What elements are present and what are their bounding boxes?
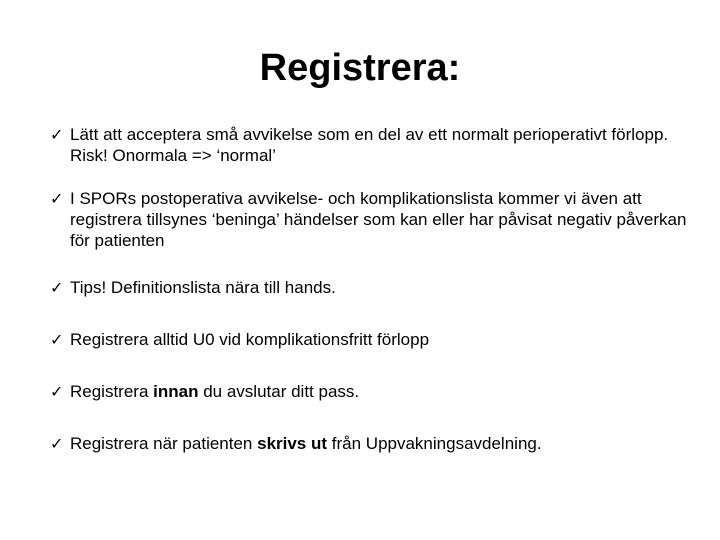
bullet-item bbox=[50, 433, 690, 454]
bullet-emphasis: innan bbox=[153, 382, 199, 401]
checkmark-icon: ✓ bbox=[50, 330, 64, 349]
bullet-text: Lätt att acceptera små avvikelse som en del av ett normalt perioperativt förlopp. Risk! Onormala => ‘normal’ bbox=[70, 125, 669, 165]
bullet-text-part: Registrera bbox=[70, 382, 154, 401]
slide-title-text: Registrera: bbox=[259, 47, 461, 89]
bullet-text: Tips! Definitionslista nära till hands. bbox=[70, 278, 336, 297]
checkmark-icon: ✓ bbox=[50, 278, 64, 297]
slide-title bbox=[0, 44, 720, 92]
bullet-text: Registrera alltid U0 vid komplikationsfritt förlopp bbox=[70, 330, 430, 349]
bullet-list bbox=[50, 124, 690, 454]
checkmark-icon: ✓ bbox=[50, 125, 64, 144]
bullet-item bbox=[50, 381, 690, 402]
bullet-text-part: du avslutar ditt pass. bbox=[198, 382, 360, 401]
bullet-text-part: från Uppvakningsavdelning. bbox=[327, 434, 542, 453]
bullet-item bbox=[50, 329, 690, 350]
bullet-emphasis: skrivs ut bbox=[257, 434, 328, 453]
bullet-text: I SPORs postoperativa avvikelse- och komplikationslista kommer vi även att registrera tillsynes ‘beninga’ händelser som kan eller har påvisat negativ påverkan för patienten bbox=[70, 189, 687, 250]
bullet-text-part: Registrera när patienten bbox=[70, 434, 258, 453]
bullet-item bbox=[50, 188, 690, 251]
checkmark-icon: ✓ bbox=[50, 382, 64, 401]
bullet-item bbox=[50, 124, 690, 166]
checkmark-icon: ✓ bbox=[50, 189, 64, 208]
bullet-item bbox=[50, 277, 690, 298]
checkmark-icon: ✓ bbox=[50, 434, 64, 453]
